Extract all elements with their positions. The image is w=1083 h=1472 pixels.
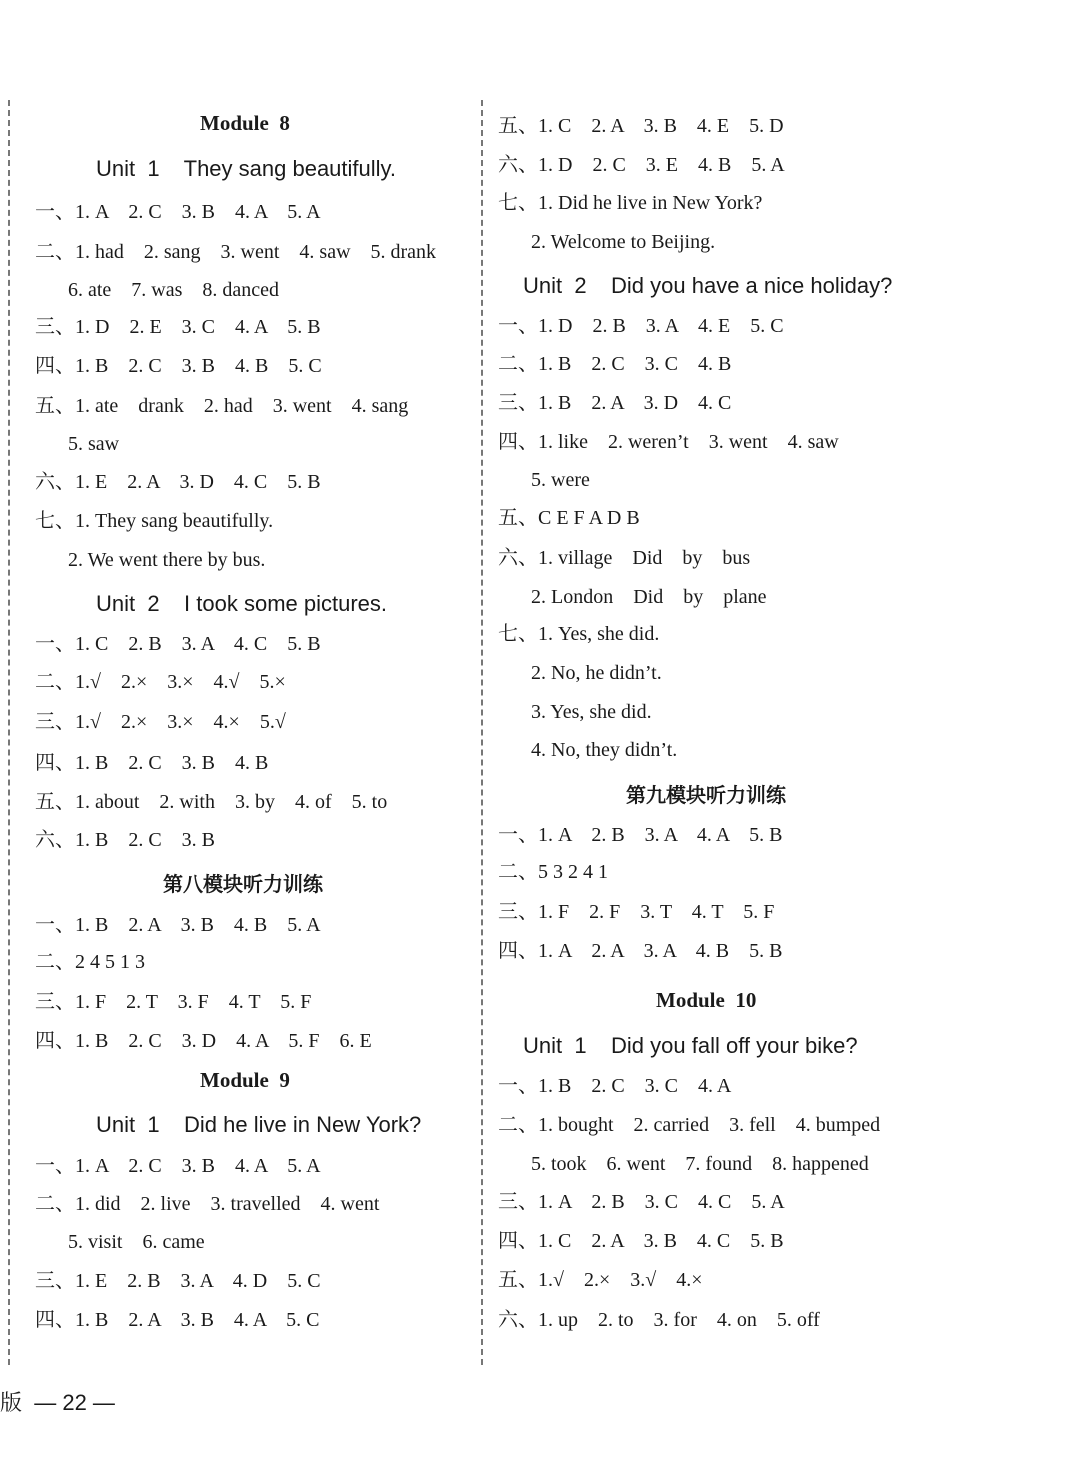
answer-line: 五、1. C 2. A 3. B 4. E 5. D <box>498 115 784 137</box>
answer-line: 四、1. like 2. weren’t 3. went 4. saw <box>498 431 839 453</box>
answer-continuation-line: 2. Welcome to Beijing. <box>531 231 716 253</box>
unit-heading: Unit 1 Did you fall off your bike? <box>523 1033 858 1058</box>
answer-line: 六、1. B 2. C 3. B <box>35 829 216 851</box>
unit-heading: Unit 2 Did you have a nice holiday? <box>523 273 893 298</box>
answer-line: 二、1. bought 2. carried 3. fell 4. bumped <box>498 1114 881 1136</box>
answer-line: 一、1. B 2. A 3. B 4. B 5. A <box>35 914 321 936</box>
answer-continuation-line: 2. London Did by plane <box>531 586 767 608</box>
module-heading: Module 8 <box>200 111 290 135</box>
answer-line: 三、1. B 2. A 3. D 4. C <box>498 392 732 414</box>
answer-line: 三、1.√ 2.× 3.× 4.× 5.√ <box>35 711 286 733</box>
answer-line: 一、1. C 2. B 3. A 4. C 5. B <box>35 633 321 655</box>
answer-line: 二、1. B 2. C 3. C 4. B <box>498 353 732 375</box>
answer-line: 三、1. E 2. B 3. A 4. D 5. C <box>35 1270 321 1292</box>
answer-line: 一、1. A 2. C 3. B 4. A 5. A <box>35 1155 321 1177</box>
answer-line: 二、1. did 2. live 3. travelled 4. went <box>35 1193 380 1215</box>
answer-line: 四、1. B 2. C 3. B 4. B <box>35 752 269 774</box>
answer-line: 四、1. A 2. A 3. A 4. B 5. B <box>498 940 783 962</box>
answer-line: 七、1. Yes, she did. <box>498 623 660 645</box>
listening-section-heading: 第八模块听力训练 <box>163 872 323 896</box>
answer-continuation-line: 2. No, he didn’t. <box>531 662 662 684</box>
unit-heading: Unit 1 They sang beautifully. <box>96 156 397 181</box>
answer-line: 一、1. A 2. C 3. B 4. A 5. A <box>35 201 321 223</box>
answer-continuation-line: 5. were <box>531 469 590 491</box>
answer-line: 六、1. E 2. A 3. D 4. C 5. B <box>35 471 321 493</box>
answer-line: 二、1.√ 2.× 3.× 4.√ 5.× <box>35 671 286 693</box>
answer-line: 二、2 4 5 1 3 <box>35 951 145 973</box>
answer-line: 七、1. Did he live in New York? <box>498 192 763 214</box>
answer-continuation-line: 4. No, they didn’t. <box>531 739 678 761</box>
answer-line: 四、1. C 2. A 3. B 4. C 5. B <box>498 1230 784 1252</box>
column-divider <box>481 100 483 1365</box>
answer-continuation-line: 6. ate 7. was 8. danced <box>68 279 280 301</box>
unit-heading: Unit 2 I took some pictures. <box>96 591 388 616</box>
module-heading: Module 10 <box>656 988 757 1012</box>
answer-line: 五、1.√ 2.× 3.√ 4.× <box>498 1269 703 1291</box>
left-margin-rule <box>8 100 10 1365</box>
unit-heading: Unit 1 Did he live in New York? <box>96 1112 422 1137</box>
listening-section-heading: 第九模块听力训练 <box>626 783 786 807</box>
answer-line: 三、1. D 2. E 3. C 4. A 5. B <box>35 316 321 338</box>
answer-line: 六、1. up 2. to 3. for 4. on 5. off <box>498 1309 820 1331</box>
answer-line: 六、1. D 2. C 3. E 4. B 5. A <box>498 154 785 176</box>
answer-line: 四、1. B 2. C 3. D 4. A 5. F 6. E <box>35 1030 372 1052</box>
answer-line: 三、1. A 2. B 3. C 4. C 5. A <box>498 1191 785 1213</box>
answer-line: 四、1. B 2. C 3. B 4. B 5. C <box>35 355 322 377</box>
answer-line: 一、1. A 2. B 3. A 4. A 5. B <box>498 824 783 846</box>
answer-continuation-line: 3. Yes, she did. <box>531 701 652 723</box>
page-footer: 版 — 22 — <box>0 1390 115 1415</box>
answer-continuation-line: 5. visit 6. came <box>68 1231 205 1253</box>
answer-line: 一、1. D 2. B 3. A 4. E 5. C <box>498 315 784 337</box>
answer-line: 五、C E F A D B <box>498 507 640 529</box>
answer-line: 四、1. B 2. A 3. B 4. A 5. C <box>35 1309 320 1331</box>
answer-line: 二、1. had 2. sang 3. went 4. saw 5. drank <box>35 241 437 263</box>
answer-line: 七、1. They sang beautifully. <box>35 510 274 532</box>
module-heading: Module 9 <box>200 1068 290 1092</box>
answer-continuation-line: 5. took 6. went 7. found 8. happened <box>531 1153 869 1175</box>
answer-line: 六、1. village Did by bus <box>498 547 751 569</box>
answer-continuation-line: 2. We went there by bus. <box>68 549 266 571</box>
answer-line: 三、1. F 2. T 3. F 4. T 5. F <box>35 991 312 1013</box>
answer-line: 三、1. F 2. F 3. T 4. T 5. F <box>498 901 775 923</box>
answer-line: 五、1. about 2. with 3. by 4. of 5. to <box>35 791 388 813</box>
answer-continuation-line: 5. saw <box>68 433 120 455</box>
answer-line: 一、1. B 2. C 3. C 4. A <box>498 1075 732 1097</box>
answer-line: 五、1. ate drank 2. had 3. went 4. sang <box>35 395 409 417</box>
answer-line: 二、5 3 2 4 1 <box>498 861 608 883</box>
